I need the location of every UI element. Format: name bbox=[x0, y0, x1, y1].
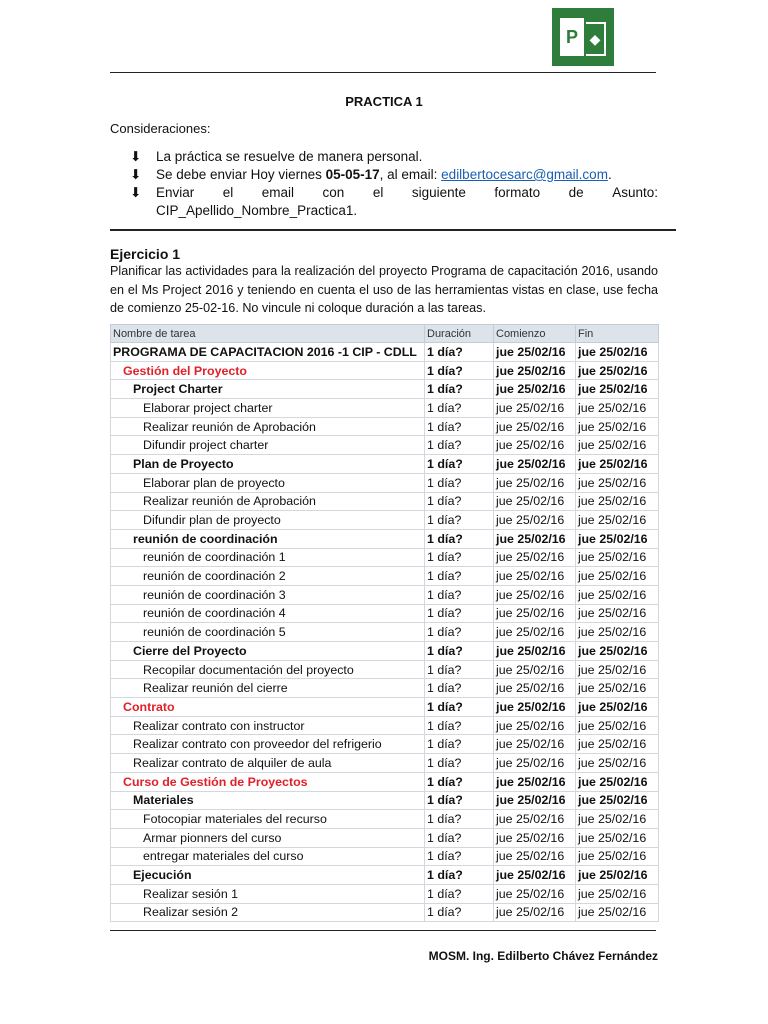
footer-divider bbox=[110, 930, 656, 931]
finish-date: jue 25/02/16 bbox=[576, 810, 659, 829]
start-date: jue 25/02/16 bbox=[494, 585, 576, 604]
task-name: Realizar reunión de Aprobación bbox=[111, 492, 425, 511]
finish-date: jue 25/02/16 bbox=[576, 642, 659, 661]
finish-date: jue 25/02/16 bbox=[576, 455, 659, 474]
table-row bbox=[111, 417, 659, 436]
table-row bbox=[111, 716, 659, 735]
finish-date: jue 25/02/16 bbox=[576, 399, 659, 418]
finish-date: jue 25/02/16 bbox=[576, 511, 659, 530]
finish-date: jue 25/02/16 bbox=[576, 903, 659, 922]
start-date: jue 25/02/16 bbox=[494, 361, 576, 380]
header-finish: Fin bbox=[576, 325, 659, 343]
duration: 1 día? bbox=[425, 623, 494, 642]
duration: 1 día? bbox=[425, 660, 494, 679]
word: Enviar bbox=[156, 185, 195, 200]
start-date: jue 25/02/16 bbox=[494, 903, 576, 922]
finish-date: jue 25/02/16 bbox=[576, 866, 659, 885]
duration: 1 día? bbox=[425, 642, 494, 661]
table-row bbox=[111, 529, 659, 548]
task-name: Cierre del Proyecto bbox=[111, 642, 425, 661]
table-row bbox=[111, 511, 659, 530]
finish-date: jue 25/02/16 bbox=[576, 567, 659, 586]
start-date: jue 25/02/16 bbox=[494, 343, 576, 362]
table-row bbox=[111, 660, 659, 679]
table-row bbox=[111, 623, 659, 642]
start-date: jue 25/02/16 bbox=[494, 828, 576, 847]
email-link[interactable]: edilbertocesarc@gmail.com bbox=[441, 167, 608, 182]
start-date: jue 25/02/16 bbox=[494, 810, 576, 829]
task-name: PROGRAMA DE CAPACITACION 2016 -1 CIP - CDLL bbox=[111, 343, 425, 362]
task-table bbox=[110, 324, 659, 922]
duration: 1 día? bbox=[425, 436, 494, 455]
bullet-line-2: CIP_Apellido_Nombre_Practica1. bbox=[156, 203, 358, 218]
task-name: Armar pionners del curso bbox=[111, 828, 425, 847]
ms-project-logo bbox=[552, 8, 614, 66]
task-name: Difundir project charter bbox=[111, 436, 425, 455]
exercise-title: Ejercicio 1 bbox=[110, 246, 181, 262]
table-row bbox=[111, 455, 659, 474]
table-row bbox=[111, 567, 659, 586]
start-date: jue 25/02/16 bbox=[494, 399, 576, 418]
table-row bbox=[111, 866, 659, 885]
word: formato bbox=[494, 185, 541, 200]
duration: 1 día? bbox=[425, 361, 494, 380]
page-title: PRACTICA 1 bbox=[345, 94, 423, 109]
table-row bbox=[111, 548, 659, 567]
table-row bbox=[111, 828, 659, 847]
duration: 1 día? bbox=[425, 884, 494, 903]
start-date: jue 25/02/16 bbox=[494, 884, 576, 903]
finish-date: jue 25/02/16 bbox=[576, 884, 659, 903]
considerations-label: Consideraciones: bbox=[110, 121, 211, 136]
task-name: Gestión del Proyecto bbox=[111, 361, 425, 380]
table-row bbox=[111, 492, 659, 511]
duration: 1 día? bbox=[425, 567, 494, 586]
start-date: jue 25/02/16 bbox=[494, 492, 576, 511]
table-row bbox=[111, 735, 659, 754]
start-date: jue 25/02/16 bbox=[494, 436, 576, 455]
finish-date: jue 25/02/16 bbox=[576, 473, 659, 492]
table-row bbox=[111, 847, 659, 866]
start-date: jue 25/02/16 bbox=[494, 623, 576, 642]
task-name: reunión de coordinación 1 bbox=[111, 548, 425, 567]
finish-date: jue 25/02/16 bbox=[576, 380, 659, 399]
word: con bbox=[322, 185, 345, 200]
task-name: Curso de Gestión de Proyectos bbox=[111, 772, 425, 791]
start-date: jue 25/02/16 bbox=[494, 455, 576, 474]
duration: 1 día? bbox=[425, 903, 494, 922]
start-date: jue 25/02/16 bbox=[494, 511, 576, 530]
word: de bbox=[568, 185, 584, 200]
bullet-arrow-icon: ⬇ bbox=[130, 149, 142, 164]
table-row bbox=[111, 604, 659, 623]
duration: 1 día? bbox=[425, 828, 494, 847]
finish-date: jue 25/02/16 bbox=[576, 361, 659, 380]
start-date: jue 25/02/16 bbox=[494, 548, 576, 567]
duration: 1 día? bbox=[425, 492, 494, 511]
start-date: jue 25/02/16 bbox=[494, 716, 576, 735]
start-date: jue 25/02/16 bbox=[494, 473, 576, 492]
table-row bbox=[111, 903, 659, 922]
finish-date: jue 25/02/16 bbox=[576, 492, 659, 511]
finish-date: jue 25/02/16 bbox=[576, 343, 659, 362]
finish-date: jue 25/02/16 bbox=[576, 548, 659, 567]
table-row bbox=[111, 436, 659, 455]
start-date: jue 25/02/16 bbox=[494, 847, 576, 866]
duration: 1 día? bbox=[425, 529, 494, 548]
bullet-line-1 bbox=[156, 184, 658, 202]
table-row bbox=[111, 399, 659, 418]
finish-date: jue 25/02/16 bbox=[576, 754, 659, 773]
duration: 1 día? bbox=[425, 585, 494, 604]
table-row bbox=[111, 754, 659, 773]
word: el bbox=[222, 185, 234, 200]
finish-date: jue 25/02/16 bbox=[576, 660, 659, 679]
table-row bbox=[111, 884, 659, 903]
task-name: Ejecución bbox=[111, 866, 425, 885]
finish-date: jue 25/02/16 bbox=[576, 679, 659, 698]
section-divider bbox=[110, 229, 676, 231]
task-name: Realizar contrato de alquiler de aula bbox=[111, 754, 425, 773]
table-row bbox=[111, 473, 659, 492]
start-date: jue 25/02/16 bbox=[494, 735, 576, 754]
word: email bbox=[261, 185, 295, 200]
logo-letter: P bbox=[560, 18, 584, 56]
footer-author: MOSM. Ing. Edilberto Chávez Fernández bbox=[428, 949, 658, 963]
start-date: jue 25/02/16 bbox=[494, 754, 576, 773]
duration: 1 día? bbox=[425, 343, 494, 362]
task-name: Project Charter bbox=[111, 380, 425, 399]
start-date: jue 25/02/16 bbox=[494, 417, 576, 436]
finish-date: jue 25/02/16 bbox=[576, 529, 659, 548]
word: siguiente bbox=[411, 185, 466, 200]
task-name: Plan de Proyecto bbox=[111, 455, 425, 474]
duration: 1 día? bbox=[425, 754, 494, 773]
start-date: jue 25/02/16 bbox=[494, 866, 576, 885]
task-name: Realizar contrato con proveedor del refrigerio bbox=[111, 735, 425, 754]
table-row bbox=[111, 585, 659, 604]
duration: 1 día? bbox=[425, 399, 494, 418]
table-row bbox=[111, 679, 659, 698]
finish-date: jue 25/02/16 bbox=[576, 828, 659, 847]
start-date: jue 25/02/16 bbox=[494, 698, 576, 717]
finish-date: jue 25/02/16 bbox=[576, 847, 659, 866]
table-row bbox=[111, 343, 659, 362]
task-name: Fotocopiar materiales del recurso bbox=[111, 810, 425, 829]
finish-date: jue 25/02/16 bbox=[576, 436, 659, 455]
start-date: jue 25/02/16 bbox=[494, 604, 576, 623]
task-name: reunión de coordinación 5 bbox=[111, 623, 425, 642]
finish-date: jue 25/02/16 bbox=[576, 604, 659, 623]
finish-date: jue 25/02/16 bbox=[576, 791, 659, 810]
finish-date: jue 25/02/16 bbox=[576, 698, 659, 717]
header-duration: Duración bbox=[425, 325, 494, 343]
start-date: jue 25/02/16 bbox=[494, 380, 576, 399]
header-task-name: Nombre de tarea bbox=[111, 325, 425, 343]
header-divider bbox=[110, 72, 656, 73]
duration: 1 día? bbox=[425, 417, 494, 436]
task-name: Realizar sesión 2 bbox=[111, 903, 425, 922]
duration: 1 día? bbox=[425, 511, 494, 530]
task-name: Difundir plan de proyecto bbox=[111, 511, 425, 530]
duration: 1 día? bbox=[425, 810, 494, 829]
start-date: jue 25/02/16 bbox=[494, 679, 576, 698]
task-name: Realizar reunión de Aprobación bbox=[111, 417, 425, 436]
duration: 1 día? bbox=[425, 735, 494, 754]
duration: 1 día? bbox=[425, 380, 494, 399]
task-name: Materiales bbox=[111, 791, 425, 810]
duration: 1 día? bbox=[425, 772, 494, 791]
logo-arrow-icon: ◆ bbox=[586, 22, 606, 56]
task-name: reunión de coordinación 2 bbox=[111, 567, 425, 586]
task-name: Elaborar plan de proyecto bbox=[111, 473, 425, 492]
table-row bbox=[111, 361, 659, 380]
table-row bbox=[111, 791, 659, 810]
start-date: jue 25/02/16 bbox=[494, 791, 576, 810]
bullet-arrow-icon: ⬇ bbox=[130, 167, 142, 182]
header-start: Comienzo bbox=[494, 325, 576, 343]
duration: 1 día? bbox=[425, 791, 494, 810]
finish-date: jue 25/02/16 bbox=[576, 585, 659, 604]
duration: 1 día? bbox=[425, 698, 494, 717]
finish-date: jue 25/02/16 bbox=[576, 623, 659, 642]
task-name: entregar materiales del curso bbox=[111, 847, 425, 866]
start-date: jue 25/02/16 bbox=[494, 660, 576, 679]
bullet-arrow-icon: ⬇ bbox=[130, 185, 142, 200]
start-date: jue 25/02/16 bbox=[494, 529, 576, 548]
duration: 1 día? bbox=[425, 716, 494, 735]
task-name: Elaborar project charter bbox=[111, 399, 425, 418]
task-name: Recopilar documentación del proyecto bbox=[111, 660, 425, 679]
duration: 1 día? bbox=[425, 473, 494, 492]
start-date: jue 25/02/16 bbox=[494, 772, 576, 791]
document-page: P ◆ PRACTICA 1 Consideraciones: ⬇ La práctica se resuelve de manera personal. ⬇ Se debe enviar Hoy viernes 05-05-17, al email: edilbertocesarc@gmail.com. ⬇ Enviar el email con el siguiente formato de Asunto: CIP_Apellido_Nombre_Practica1. Ejercicio 1 Planificar las actividades para la realización del proyecto Programa de capacitación 2016, usando en el Ms Project 2016 y teniendo en cuenta el uso de las herramientas vistas en clase, use fecha de comienzo 25-02-16. No vincule ni coloque duración a las tareas. Nombre de tarea Duración Comienzo Fin PROGRAMA DE CAPACITACION 2016 -1 CIP - CDLL 1 día? jue 25/02/16 jue 25/02/16 Gestión del Proyecto 1 día? jue 25/02/16 jue 25/02/16 Project Charter 1 día? jue 25/02/16 jue 25/02/16 Elaborar project charter 1 día? jue 25/02/16 jue 25/02/16 Realizar reunión de Aprobación 1 día? jue 25/02/16 jue 25/02/16 Difundir project charter 1 día? jue 25/02/16 jue 25/02/16 Plan de Proyecto 1 día? jue 25/02/16 jue 25/02/16 Elaborar plan de proyecto 1 día? jue 25/02/16 jue 25/02/16 Realizar reunión de Aprobación 1 día? jue 25/02/16 jue 25/02/16 Difundir plan de proyecto 1 día? jue 25/02/16 jue 25/02/16 reunión de coordinación 1 día? jue 25/02/16 jue 25/02/16 reunión de coordinación 1 1 día? jue 25/02/16 jue 25/02/16 reunión de coordinación 2 1 día? jue 25/02/16 jue 25/02/16 reunión de coordinación 3 1 día? jue 25/02/16 jue 25/02/16 reunión de coordinación 4 1 día? jue 25/02/16 jue 25/02/16 reunión de coordinación 5 1 día? jue 25/02/16 jue 25/02/16 Cierre del Proyecto 1 día? jue 25/02/16 jue 25/02/16 Recopilar documentación del proyecto 1 día? jue 25/02/16 jue 25/02/16 Realizar reunión del cierre 1 día? jue 25/02/16 jue 25/02/16 Contrato 1 día? jue 25/02/16 jue 25/02/16 Realizar contrato con instructor 1 día? jue 25/02/16 jue 25/02/16 Realizar contrato con proveedor del refrigerio 1 día? jue 25/02/16 jue 25/02/16 Realizar contrato de alquiler de aula 1 día? jue 25/02/16 jue 25/02/16 Curso de Gestión de Proyectos 1 día? jue 25/02/16 jue 25/02/16 Materiales 1 día? jue 25/02/16 jue 25/02/16 Fotocopiar materiales del recurso 1 día? jue 25/02/16 jue 25/02/16 Armar pionners del curso 1 día? jue 25/02/16 jue 25/02/16 entregar materiales del curso 1 día? jue 25/02/16 jue 25/02/16 Ejecución 1 día? jue 25/02/16 jue 25/02/16 Realizar sesión 1 1 día? jue 25/02/16 jue 25/02/16 Realizar sesión 2 1 día? jue 25/02/16 jue 25/02/16 MOSM. Ing. Edilberto Chávez Fernández bbox=[0, 0, 768, 1024]
table-row bbox=[111, 698, 659, 717]
table-row bbox=[111, 642, 659, 661]
duration: 1 día? bbox=[425, 847, 494, 866]
finish-date: jue 25/02/16 bbox=[576, 772, 659, 791]
duration: 1 día? bbox=[425, 548, 494, 567]
start-date: jue 25/02/16 bbox=[494, 567, 576, 586]
start-date: jue 25/02/16 bbox=[494, 642, 576, 661]
duration: 1 día? bbox=[425, 455, 494, 474]
finish-date: jue 25/02/16 bbox=[576, 716, 659, 735]
word: Asunto: bbox=[612, 185, 658, 200]
task-name: Contrato bbox=[111, 698, 425, 717]
duration: 1 día? bbox=[425, 679, 494, 698]
table-row bbox=[111, 810, 659, 829]
task-name: Realizar reunión del cierre bbox=[111, 679, 425, 698]
task-name: reunión de coordinación 3 bbox=[111, 585, 425, 604]
duration: 1 día? bbox=[425, 604, 494, 623]
task-name: reunión de coordinación bbox=[111, 529, 425, 548]
word: el bbox=[372, 185, 384, 200]
finish-date: jue 25/02/16 bbox=[576, 417, 659, 436]
table-row bbox=[111, 772, 659, 791]
task-name: reunión de coordinación 4 bbox=[111, 604, 425, 623]
task-name: Realizar contrato con instructor bbox=[111, 716, 425, 735]
task-name: Realizar sesión 1 bbox=[111, 884, 425, 903]
duration: 1 día? bbox=[425, 866, 494, 885]
exercise-text: Planificar las actividades para la realización del proyecto Programa de capacitación 2016, usando en el Ms Project 2016 y teniendo en cuenta el uso de las herramientas vistas en clase, use fecha de comienzo 25-02-16. No vincule ni coloque duración a las tareas. bbox=[110, 264, 658, 315]
table-row bbox=[111, 380, 659, 399]
finish-date: jue 25/02/16 bbox=[576, 735, 659, 754]
